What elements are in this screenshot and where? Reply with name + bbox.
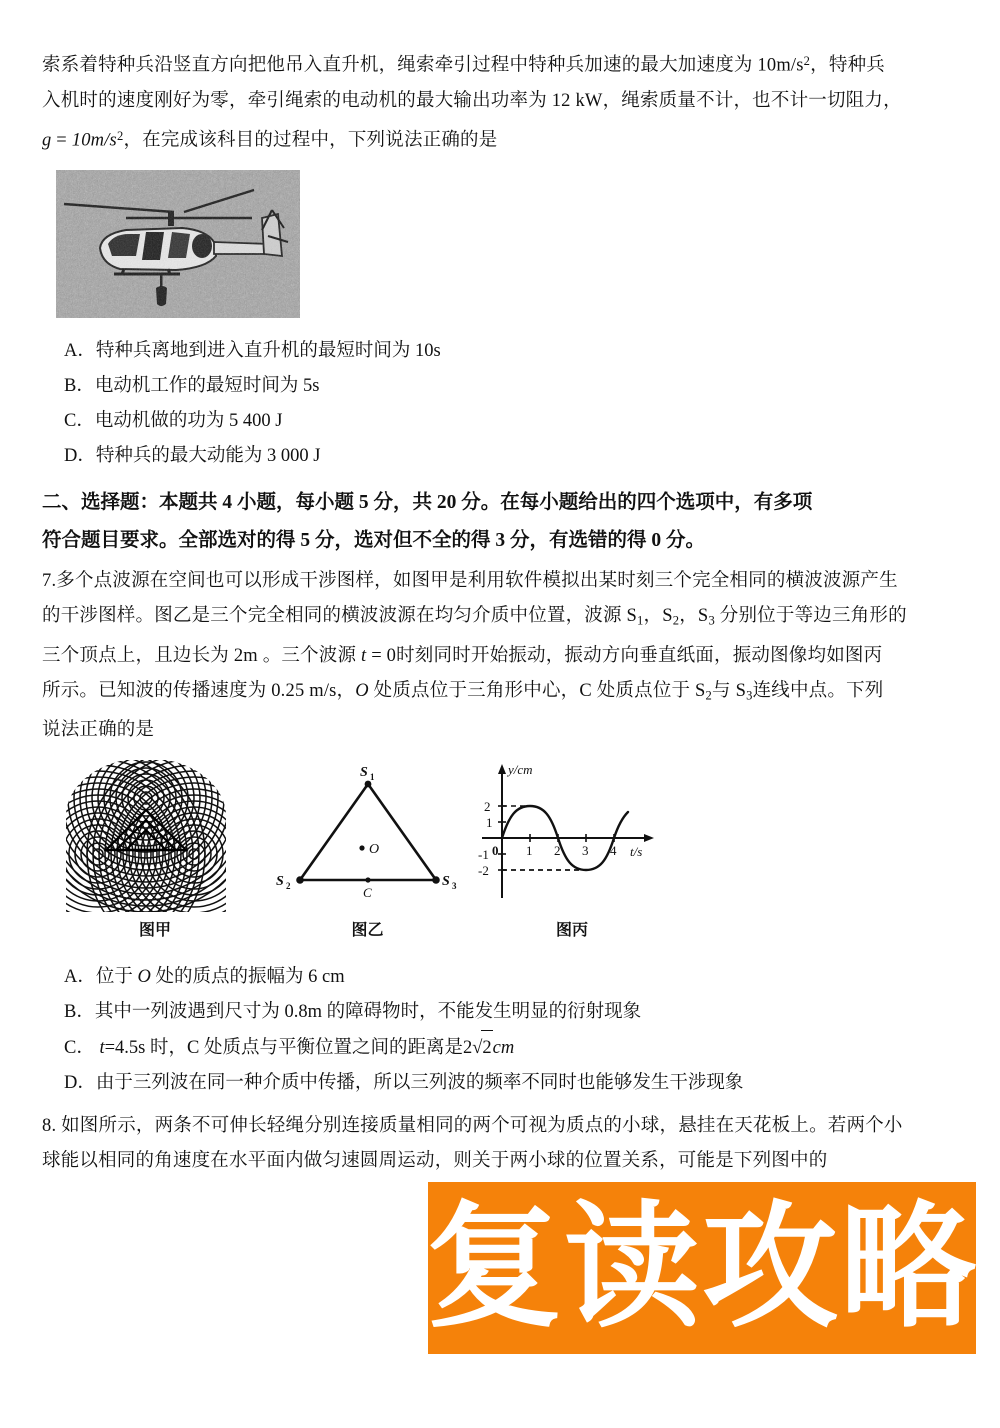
option-text-d: 特种兵的最大动能为 3 000 J (95, 446, 321, 467)
section2-line-1: 二、选择题：本题共 4 小题，每小题 5 分，共 20 分。在每小题给出的四个选项中，有多项 (42, 492, 813, 514)
option-label-c: C． (64, 411, 95, 432)
question6-line-2: 入机时的速度刚好为零，牵引绳索的电动机的最大输出功率为 12 kW，绳索质量不计，也不计一切阻力， (42, 90, 902, 111)
interference-pattern-image (60, 758, 232, 916)
question8-body (42, 1109, 956, 1179)
question6-line-3: $g = 10m/s^2$，在完成该科目的过程中，下列说法正确的是 (42, 128, 498, 151)
question6-option-d (42, 439, 956, 474)
question8-line-1: 8. 如图所示，两条不可伸长轻绳分别连接质量相同的两个可视为质点的小球，悬挂在天花板上。若两个小 (42, 1116, 903, 1137)
svg-text:2: 2 (286, 881, 291, 892)
question7-line-4: 所示。已知波的传播速度为 0.25 m/s，O 处质点位于三角形中心，C 处质点位于 $S_2$与 $S_3$连线中点。下列 (42, 680, 884, 703)
svg-text:1: 1 (486, 815, 493, 831)
svg-text:1: 1 (526, 843, 533, 859)
section2-heading (42, 484, 956, 560)
section2-line-2: 符合题目要求。全部选对的得 5 分，选对但不全的得 3 分，有选错的得 0 分。 (42, 530, 706, 552)
figure-yi-caption: 图乙 (351, 922, 384, 940)
question7-figures (42, 756, 956, 948)
question7-line-3: 三个顶点上，且边长为 2m 。三个波源 t = 0时刻同时开始振动，振动方向垂直纸面，振动图像均如图丙 (42, 645, 883, 666)
question6-line-1: 索系着特种兵沿竖直方向把他吊入直升机，绳索牵引过程中特种兵加速的最大加速度为 $10m/s^2$，特种兵 (42, 54, 885, 76)
figure-jia-caption: 图甲 (138, 922, 171, 940)
question6-option-b (42, 369, 956, 404)
svg-text:2: 2 (554, 843, 561, 859)
question8-line-2: 球能以相同的角速度在水平面内做匀速圆周运动，则关于两小球的位置关系，可能是下列图中的 (42, 1151, 828, 1172)
watermark-banner (428, 1182, 976, 1354)
question6-body (42, 44, 956, 158)
q7-option-label-c: C． (64, 1038, 95, 1059)
svg-text:O: O (369, 842, 380, 858)
option-label-b: B． (64, 376, 95, 397)
svg-text:S: S (276, 874, 284, 890)
question7-option-b: B．其中一列波遇到尺寸为 0.8m 的障碍物时，不能发生明显的衍射现象 (42, 995, 956, 1030)
question7-option-a: A．位于 O 处的质点的振幅为 6 cm (42, 960, 956, 995)
question7-option-d: D．由于三列波在同一种介质中传播，所以三列波的频率不同时也能够发生干涉现象 (42, 1066, 956, 1101)
question7-option-c: C． t=4.5s 时，C 处质点与平衡位置之间的距离是2√2cm (42, 1030, 956, 1066)
svg-text:S: S (442, 874, 450, 890)
option-text-c: 电动机做的功为 5 400 J (94, 411, 283, 432)
question7-body (42, 564, 956, 748)
option-label-d: D． (64, 446, 96, 467)
question6-option-a (42, 334, 956, 369)
option-text-a: 特种兵离地到进入直升机的最短时间为 10s (95, 341, 441, 362)
svg-text:C: C (363, 885, 372, 901)
q7-option-label-d: D． (64, 1073, 96, 1094)
svg-text:4: 4 (610, 843, 617, 859)
option-label-a: A． (64, 341, 96, 362)
svg-text:t/s: t/s (630, 844, 643, 860)
question6-options (42, 334, 956, 474)
q7-option-label-b: B． (64, 1002, 95, 1023)
svg-text:3: 3 (582, 843, 589, 859)
svg-text:0: 0 (492, 843, 499, 859)
svg-text:3: 3 (452, 881, 457, 892)
watermark-text: 复读攻略 (426, 1189, 978, 1347)
svg-text:S: S (360, 765, 368, 781)
helicopter-photo-image (56, 170, 300, 318)
helicopter-photo-figure (56, 170, 300, 318)
question6-option-c (42, 404, 956, 439)
svg-text:2: 2 (484, 799, 491, 815)
q7-option-label-a: A． (64, 967, 96, 988)
svg-text:y/cm: y/cm (508, 762, 533, 778)
option-text-b: 电动机工作的最短时间为 5s (94, 376, 320, 397)
svg-text:-1: -1 (478, 847, 489, 863)
figure-bing (462, 756, 682, 941)
question7-line-2: 的干涉图样。图乙是三个完全相同的横波波源在均匀介质中位置，波源 $S_1$，$S_2$，$S_3$ 分别位于等边三角形的 (42, 606, 907, 628)
triangle-sources-image (270, 756, 465, 916)
question7-options (42, 960, 956, 1101)
svg-text:1: 1 (370, 772, 375, 783)
svg-text:-2: -2 (478, 863, 489, 879)
question7-line-1: 7.多个点波源在空间也可以形成干涉图样，如图甲是利用软件模拟出某时刻三个完全相同的横波波源产生 (42, 571, 898, 592)
question7-line-5: 说法正确的是 (42, 720, 155, 741)
figure-bing-caption: 图丙 (555, 922, 588, 940)
figure-jia (60, 756, 250, 941)
figure-yi (270, 756, 465, 941)
vibration-graph-image (462, 756, 682, 916)
